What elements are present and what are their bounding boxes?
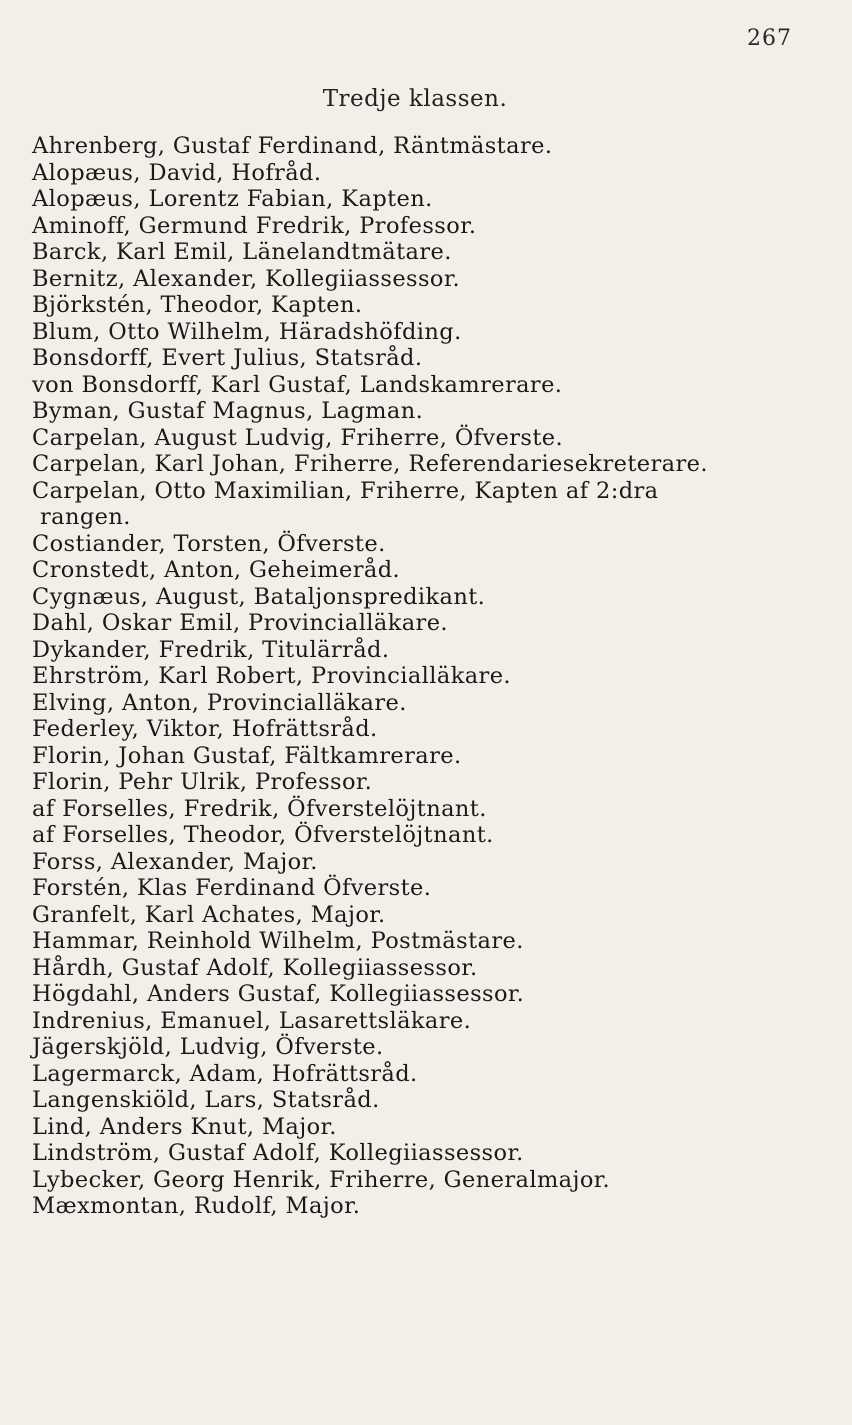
list-item: Byman, Gustaf Magnus, Lagman. bbox=[32, 398, 424, 424]
list-item: Federley, Viktor, Hofrättsråd. bbox=[32, 716, 378, 742]
list-item: Carpelan, Karl Johan, Friherre, Referendariesekreterare. bbox=[32, 451, 708, 477]
list-item: Cygnæus, August, Bataljonspredikant. bbox=[32, 583, 486, 610]
list-item: Forstén, Klas Ferdinand Öfverste. bbox=[32, 875, 432, 901]
list-item: Lagermarck, Adam, Hofrättsråd. bbox=[32, 1060, 418, 1087]
list-item: von Bonsdorff, Karl Gustaf, Landskamrerare. bbox=[32, 371, 563, 398]
list-item: Högdahl, Anders Gustaf, Kollegiiassessor. bbox=[32, 981, 525, 1007]
list-item: Bonsdorff, Evert Julius, Statsråd. bbox=[32, 345, 423, 371]
list-item: Granfelt, Karl Achates, Major. bbox=[32, 901, 386, 928]
list-item-continuation: rangen. bbox=[40, 504, 131, 530]
list-item: Costiander, Torsten, Öfverste. bbox=[32, 530, 386, 557]
list-item: Carpelan, August Ludvig, Friherre, Öfverste. bbox=[32, 424, 564, 451]
list-item: Hammar, Reinhold Wilhelm, Postmästare. bbox=[32, 928, 524, 954]
list-item: Barck, Karl Emil, Länelandtmätare. bbox=[32, 239, 452, 265]
list-item: Cronstedt, Anton, Geheimeråd. bbox=[32, 557, 401, 583]
list-item: Dykander, Fredrik, Titulärråd. bbox=[32, 636, 390, 663]
list-item: Lindström, Gustaf Adolf, Kollegiiassessor. bbox=[32, 1140, 524, 1166]
list-item: Mæxmontan, Rudolf, Major. bbox=[32, 1193, 361, 1219]
list-item: Aminoff, Germund Fredrik, Professor. bbox=[32, 212, 477, 239]
list-item: Florin, Pehr Ulrik, Professor. bbox=[32, 769, 373, 795]
list-item: Alopæus, David, Hofråd. bbox=[32, 159, 322, 186]
list-item: Hårdh, Gustaf Adolf, Kollegiiassessor. bbox=[32, 954, 478, 981]
list-item: Bernitz, Alexander, Kollegiiassessor. bbox=[32, 265, 461, 292]
list-item: Björkstén, Theodor, Kapten. bbox=[32, 292, 363, 318]
list-item: Alopæus, Lorentz Fabian, Kapten. bbox=[32, 186, 433, 212]
list-item: Lybecker, Georg Henrik, Friherre, Generalmajor. bbox=[32, 1166, 611, 1193]
list-item: Florin, Johan Gustaf, Fältkamrerare. bbox=[32, 742, 462, 769]
list-item: Lind, Anders Knut, Major. bbox=[32, 1113, 337, 1140]
list-item: Indrenius, Emanuel, Lasarettsläkare. bbox=[32, 1007, 472, 1034]
list-item: Jägerskjöld, Ludvig, Öfverste. bbox=[32, 1034, 384, 1060]
name-list bbox=[32, 133, 832, 1220]
list-item: af Forselles, Fredrik, Öfverstelöjtnant. bbox=[32, 795, 487, 822]
list-item: Elving, Anton, Provincialläkare. bbox=[32, 689, 407, 716]
page-number: 267 bbox=[747, 26, 792, 51]
list-item: Ahrenberg, Gustaf Ferdinand, Räntmästare. bbox=[32, 133, 553, 159]
list-item: Forss, Alexander, Major. bbox=[32, 848, 318, 875]
section-heading: Tredje klassen. bbox=[322, 86, 508, 112]
list-item: Blum, Otto Wilhelm, Häradshöfding. bbox=[32, 318, 462, 345]
list-item: Langenskiöld, Lars, Statsråd. bbox=[32, 1087, 380, 1113]
list-item: Carpelan, Otto Maximilian, Friherre, Kapten af 2:dra bbox=[32, 477, 659, 504]
list-item: Dahl, Oskar Emil, Provincialläkare. bbox=[32, 610, 448, 636]
list-item: Ehrström, Karl Robert, Provincialläkare. bbox=[32, 663, 511, 689]
list-item: af Forselles, Theodor, Öfverstelöjtnant. bbox=[32, 822, 494, 848]
